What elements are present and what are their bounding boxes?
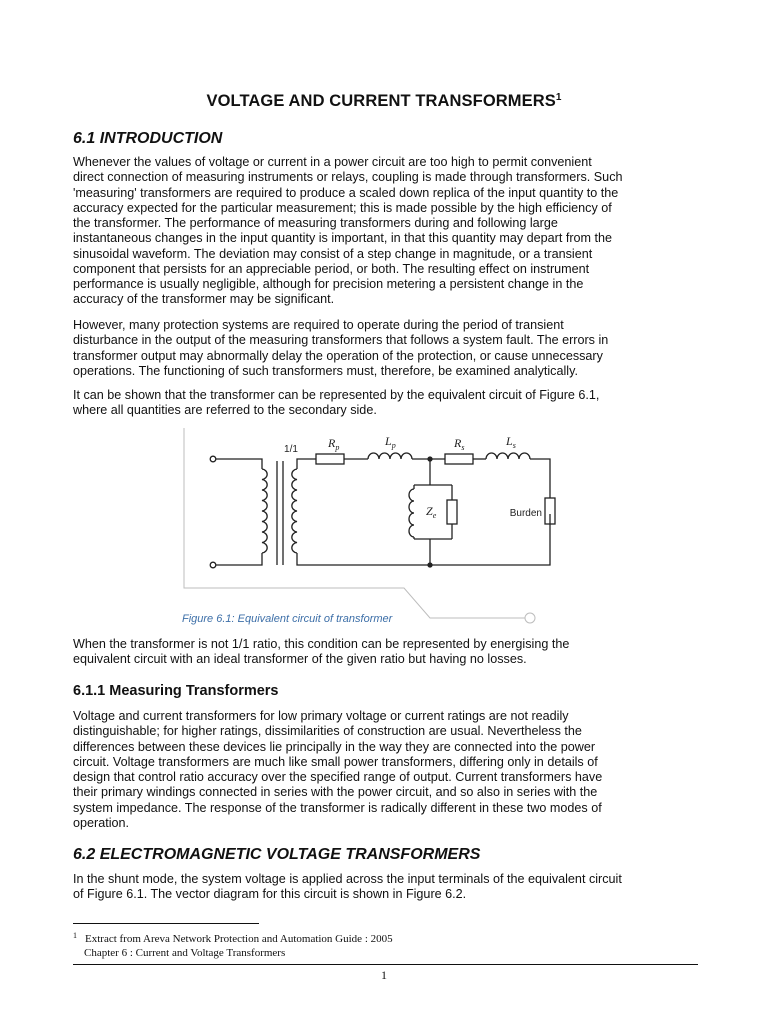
label-lp: $L_p$ bbox=[385, 434, 396, 450]
figure-frame bbox=[184, 428, 526, 618]
primary-wire-bottom bbox=[216, 553, 262, 565]
page-footer-rule bbox=[73, 964, 698, 965]
section-6-2-heading: 6.2 ELECTROMAGNETIC VOLTAGE TRANSFORMERS bbox=[73, 846, 481, 863]
secondary-winding bbox=[292, 469, 297, 553]
intro-paragraph-2: However, many protection systems are required to operate during the period of transient disturbance in the output of the measuring transformers that follows a system fault. The errors in transformer output may abnormally delay the operation of the protection, or cause unnecessary operations. The functioning of such transformers must, therefore, be examined analytically. bbox=[73, 318, 609, 378]
page-number: 1 bbox=[381, 968, 387, 982]
intro-paragraph-3: It can be shown that the transformer can be represented by the equivalent circuit of Figure 6.1, where all quantities are referred to the secondary side. bbox=[73, 388, 600, 418]
ratio-label: 1/1 bbox=[284, 444, 298, 455]
shunt-mode-paragraph: In the shunt mode, the system voltage is applied across the input terminals of the equivalent circuit of Figure 6.1. The vector diagram for this circuit is shown in Figure 6.2. bbox=[73, 872, 622, 902]
page-title: VOLTAGE AND CURRENT TRANSFORMERS$^1$ bbox=[206, 92, 562, 110]
label-ls: $L_s$ bbox=[506, 434, 516, 450]
input-terminal-top bbox=[210, 456, 216, 462]
inductor-ls bbox=[486, 453, 530, 459]
label-ze: $Z_e$ bbox=[426, 504, 437, 520]
resistor-rs bbox=[445, 454, 473, 464]
label-rs: $R_s$ bbox=[454, 436, 465, 452]
primary-winding bbox=[262, 469, 267, 553]
measuring-transformers-paragraph: Voltage and current transformers for low primary voltage or current ratings are not readily distinguishable; for higher ratings, dissimilarities of construction are usual. Nevertheless the differences between these devices lie principally in the way they are connected into the power circuit. Voltage transformers are much like small power transformers, differing only in details of design that control ratio accuracy over the specified range of output. Current transformers have their primary windings connected in series with the power circuit, and so also in series with the system impedance. The response of the transformer is radically different in these two modes of operation. bbox=[73, 709, 603, 830]
magnetising-inductor bbox=[409, 489, 414, 537]
footnote-line-2: Chapter 6 : Current and Voltage Transformers bbox=[84, 947, 286, 959]
footnote-line-1: $^1$ Extract from Areva Network Protection and Automation Guide : 2005 bbox=[73, 931, 393, 945]
footnote-separator bbox=[73, 923, 259, 924]
figure-6-1-equivalent-circuit bbox=[182, 428, 562, 626]
section-6-1-1-heading: 6.1.1 Measuring Transformers bbox=[73, 683, 279, 699]
section-6-1-heading: 6.1 INTRODUCTION bbox=[73, 130, 223, 147]
intro-paragraph-1: Whenever the values of voltage or current in a power circuit are too high to permit convenient direct connection of measuring instruments or relays, coupling is made through transformers. Such 'measuring' transformers are required to produce a scaled down replica of the input quantity to the accuracy expected for the particular measurement; this is made possible by the high efficiency of the transformer. The performance of measuring transformers during and following large instantaneous changes in the input quantity is important, in that this quantity may depart from the sinusoidal waveform. The deviation may consist of a step change in magnitude, or a transient component that persists for an appreciable period, or both. The resulting effect on instrument performance is usually negligible, although for precision metering a persistent change in the accuracy of the transformer may be significant. bbox=[73, 155, 623, 307]
primary-wire-top bbox=[216, 459, 262, 469]
wire-ls-burden bbox=[530, 459, 550, 498]
input-terminal-bottom bbox=[210, 562, 216, 568]
intro-paragraph-4: When the transformer is not 1/1 ratio, this condition can be represented by energising the equivalent circuit with an ideal transformer of the given ratio but having no losses. bbox=[73, 637, 570, 667]
label-burden: Burden bbox=[509, 508, 542, 519]
ze-resistor bbox=[447, 500, 457, 524]
inductor-lp bbox=[368, 453, 412, 459]
frame-end-circle bbox=[525, 613, 535, 623]
footnote-mark: 1 bbox=[73, 931, 77, 940]
figure-caption: Figure 6.1: Equivalent circuit of transformer bbox=[182, 613, 393, 625]
label-rp: $R_p$ bbox=[328, 436, 340, 452]
resistor-rp bbox=[316, 454, 344, 464]
footnote-reference[interactable]: 1 bbox=[555, 92, 562, 103]
secondary-wire-top bbox=[297, 459, 316, 469]
footnote bbox=[73, 929, 393, 960]
